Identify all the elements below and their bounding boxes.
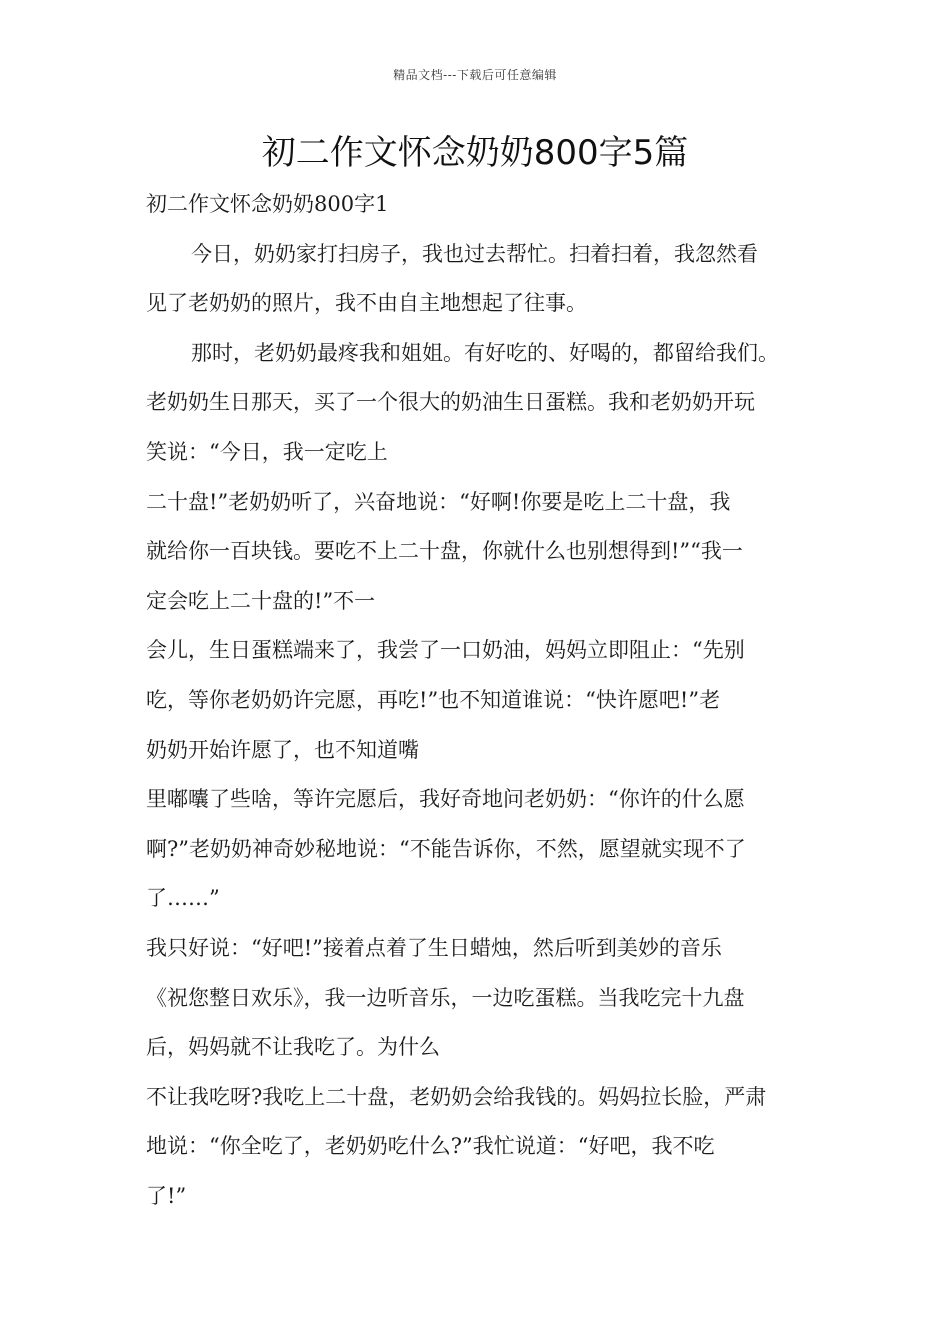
body-text-line: 了……”	[146, 886, 220, 911]
document-title: 初二作文怀念奶奶800字5篇	[261, 133, 689, 173]
body-text-line: 就给你一百块钱。要吃不上二十盘，你就什么也别想得到!”“我一	[146, 539, 743, 564]
body-text-line: 我只好说：“好吧!”接着点着了生日蜡烛，然后听到美妙的音乐	[146, 935, 722, 960]
body-text-line: 定会吃上二十盘的!”不一	[146, 588, 376, 613]
body-text-line: 后，妈妈就不让我吃了。为什么	[146, 1035, 440, 1060]
body-text-line: 啊?”老奶奶神奇妙秘地说：“不能告诉你，不然，愿望就实现不了	[146, 836, 746, 861]
body-text-line: 奶奶开始许愿了，也不知道嘴	[146, 737, 419, 762]
document-body	[146, 180, 822, 1221]
body-text-line: 了!”	[146, 1183, 187, 1208]
body-text-line: 《祝您整日欢乐》，我一边听音乐，一边吃蛋糕。当我吃完十九盘	[146, 985, 745, 1010]
body-text-line: 不让我吃呀?我吃上二十盘，老奶奶会给我钱的。妈妈拉长脸，严肃	[146, 1084, 767, 1109]
body-text-line: 今日，奶奶家打扫房子，我也过去帮忙。扫着扫着，我忽然看	[191, 241, 758, 266]
body-text-line: 二十盘!”老奶奶听了，兴奋地说：“好啊!你要是吃上二十盘，我	[146, 489, 731, 514]
body-text-line: 地说：“你全吃了，老奶奶吃什么?”我忙说道：“好吧，我不吃	[146, 1134, 715, 1159]
body-text-line: 会儿，生日蛋糕端来了，我尝了一口奶油，妈妈立即阻止：“先别	[146, 638, 745, 663]
section-heading: 初二作文怀念奶奶800字1	[146, 192, 389, 216]
body-text-line: 老奶奶生日那天，买了一个很大的奶油生日蛋糕。我和老奶奶开玩	[146, 390, 755, 415]
body-text-line: 笑说：“今日，我一定吃上	[146, 439, 388, 464]
body-text-line: 里嘟囔了些啥，等许完愿后，我好奇地问老奶奶：“你许的什么愿	[146, 787, 745, 812]
body-text-line: 那时，老奶奶最疼我和姐姐。有好吃的、好喝的，都留给我们。	[191, 340, 779, 365]
body-text-line: 见了老奶奶的照片，我不由自主地想起了往事。	[146, 291, 587, 316]
header-note: 精品文档---下载后可任意编辑	[393, 68, 557, 82]
body-text-line: 吃，等你老奶奶许完愿，再吃!”也不知道谁说：“快许愿吧!”老	[146, 687, 721, 712]
